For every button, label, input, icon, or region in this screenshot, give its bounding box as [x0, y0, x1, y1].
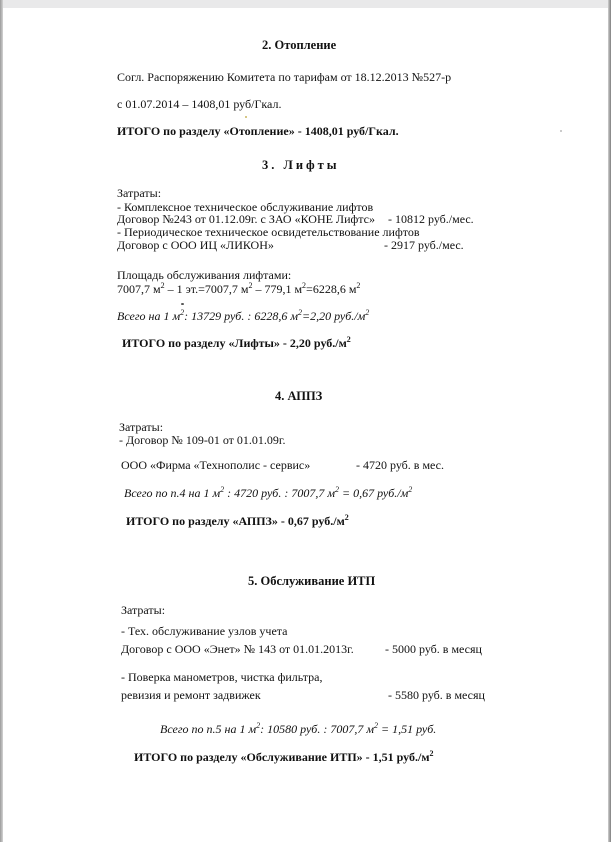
appz-total: ИТОГО по разделу «АППЗ» - 0,67 $руб./м^2$ [126, 513, 349, 528]
appz-title: 4. АППЗ [275, 389, 323, 403]
lifts-item2-contract: Договор с ООО ИЦ «ЛИКОН» [117, 238, 274, 252]
itp-item2-desc: - Поверка манометров, чистка фильтра, [121, 670, 323, 684]
scan-speck [181, 303, 184, 305]
itp-item1-contract: Договор с ООО «Энет» № 143 от 01.01.2013г. [121, 642, 354, 656]
appz-contract: - Договор № 109-01 от 01.01.09г. [119, 433, 286, 447]
itp-item2-amount: - 5580 руб. в месяц [388, 688, 485, 702]
itp-costs-label: Затраты: [121, 603, 166, 617]
lifts-total: ИТОГО по разделу «Лифты» - 2,20 $руб./м^2$ [122, 335, 351, 350]
heating-title: 2. Отопление [262, 38, 337, 52]
itp-item1-amount: - 5000 руб. в месяц [385, 642, 482, 656]
itp-per-m2: Всего по п.5 на 1 $м^2$: 10580 руб. : 7007,7 $м^2 = 1,51$ руб. [160, 721, 437, 736]
scan-speck [245, 116, 247, 118]
lifts-area-calc: 7007,7 $м^2 - 1$ эт.=7007,7 $м^2 - 779,1$ $м^2=6228,6$ $м^2$ [117, 281, 361, 296]
itp-total: ИТОГО по разделу «Обслуживание ИТП» - 1,51 $руб./м^2$ [134, 749, 434, 764]
appz-vendor-amount: - 4720 руб. в мес. [356, 458, 444, 472]
itp-title: 5. Обслуживание ИТП [248, 574, 376, 588]
appz-per-m2: Всего по п.4 на 1 $м^2$ : 4720 руб. : 7007,7 $м^2 = 0,67$ $руб./м^2$ [124, 485, 413, 500]
lifts-title: 3. Лифты [262, 158, 340, 172]
lifts-item2-amount: - 2917 руб./мес. [384, 238, 464, 252]
appz-vendor: ООО «Фирма «Технополис - сервис» [121, 458, 311, 472]
heating-rate: с 01.07.2014 – 1408,01 руб/Гкал. [117, 97, 282, 111]
page-edge-left [0, 0, 3, 842]
lifts-item1-desc: - Комплексное техническое обслуживание лифтов [117, 200, 374, 214]
scan-speck [560, 130, 562, 132]
lifts-costs-label: Затраты: [117, 186, 162, 200]
lifts-per-m2: Всего на 1 $м^2$: 13729 руб. : 6228,6 $м^2=2,20$ $руб./м^2$ [117, 308, 370, 323]
itp-item1-desc: - Тех. обслуживание узлов учета [121, 624, 288, 638]
lifts-item2-desc: - Периодическое техническое освидетельствование лифтов [117, 225, 420, 239]
lifts-area-label: Площадь обслуживания лифтами: [117, 268, 292, 282]
lifts-item1-amount: - 10812 руб./мес. [388, 212, 474, 226]
heating-total: ИТОГО по разделу «Отопление» - 1408,01 руб/Гкал. [117, 124, 399, 138]
itp-item2-line2: ревизия и ремонт задвижек [121, 688, 261, 702]
appz-costs-label: Затраты: [119, 420, 164, 434]
heating-order: Согл. Распоряжению Комитета по тарифам от 18.12.2013 №527-р [117, 70, 452, 84]
lifts-item1-contract: Договор №243 от 01.12.09г. с ЗАО «КОНЕ Лифтс» [117, 212, 375, 226]
